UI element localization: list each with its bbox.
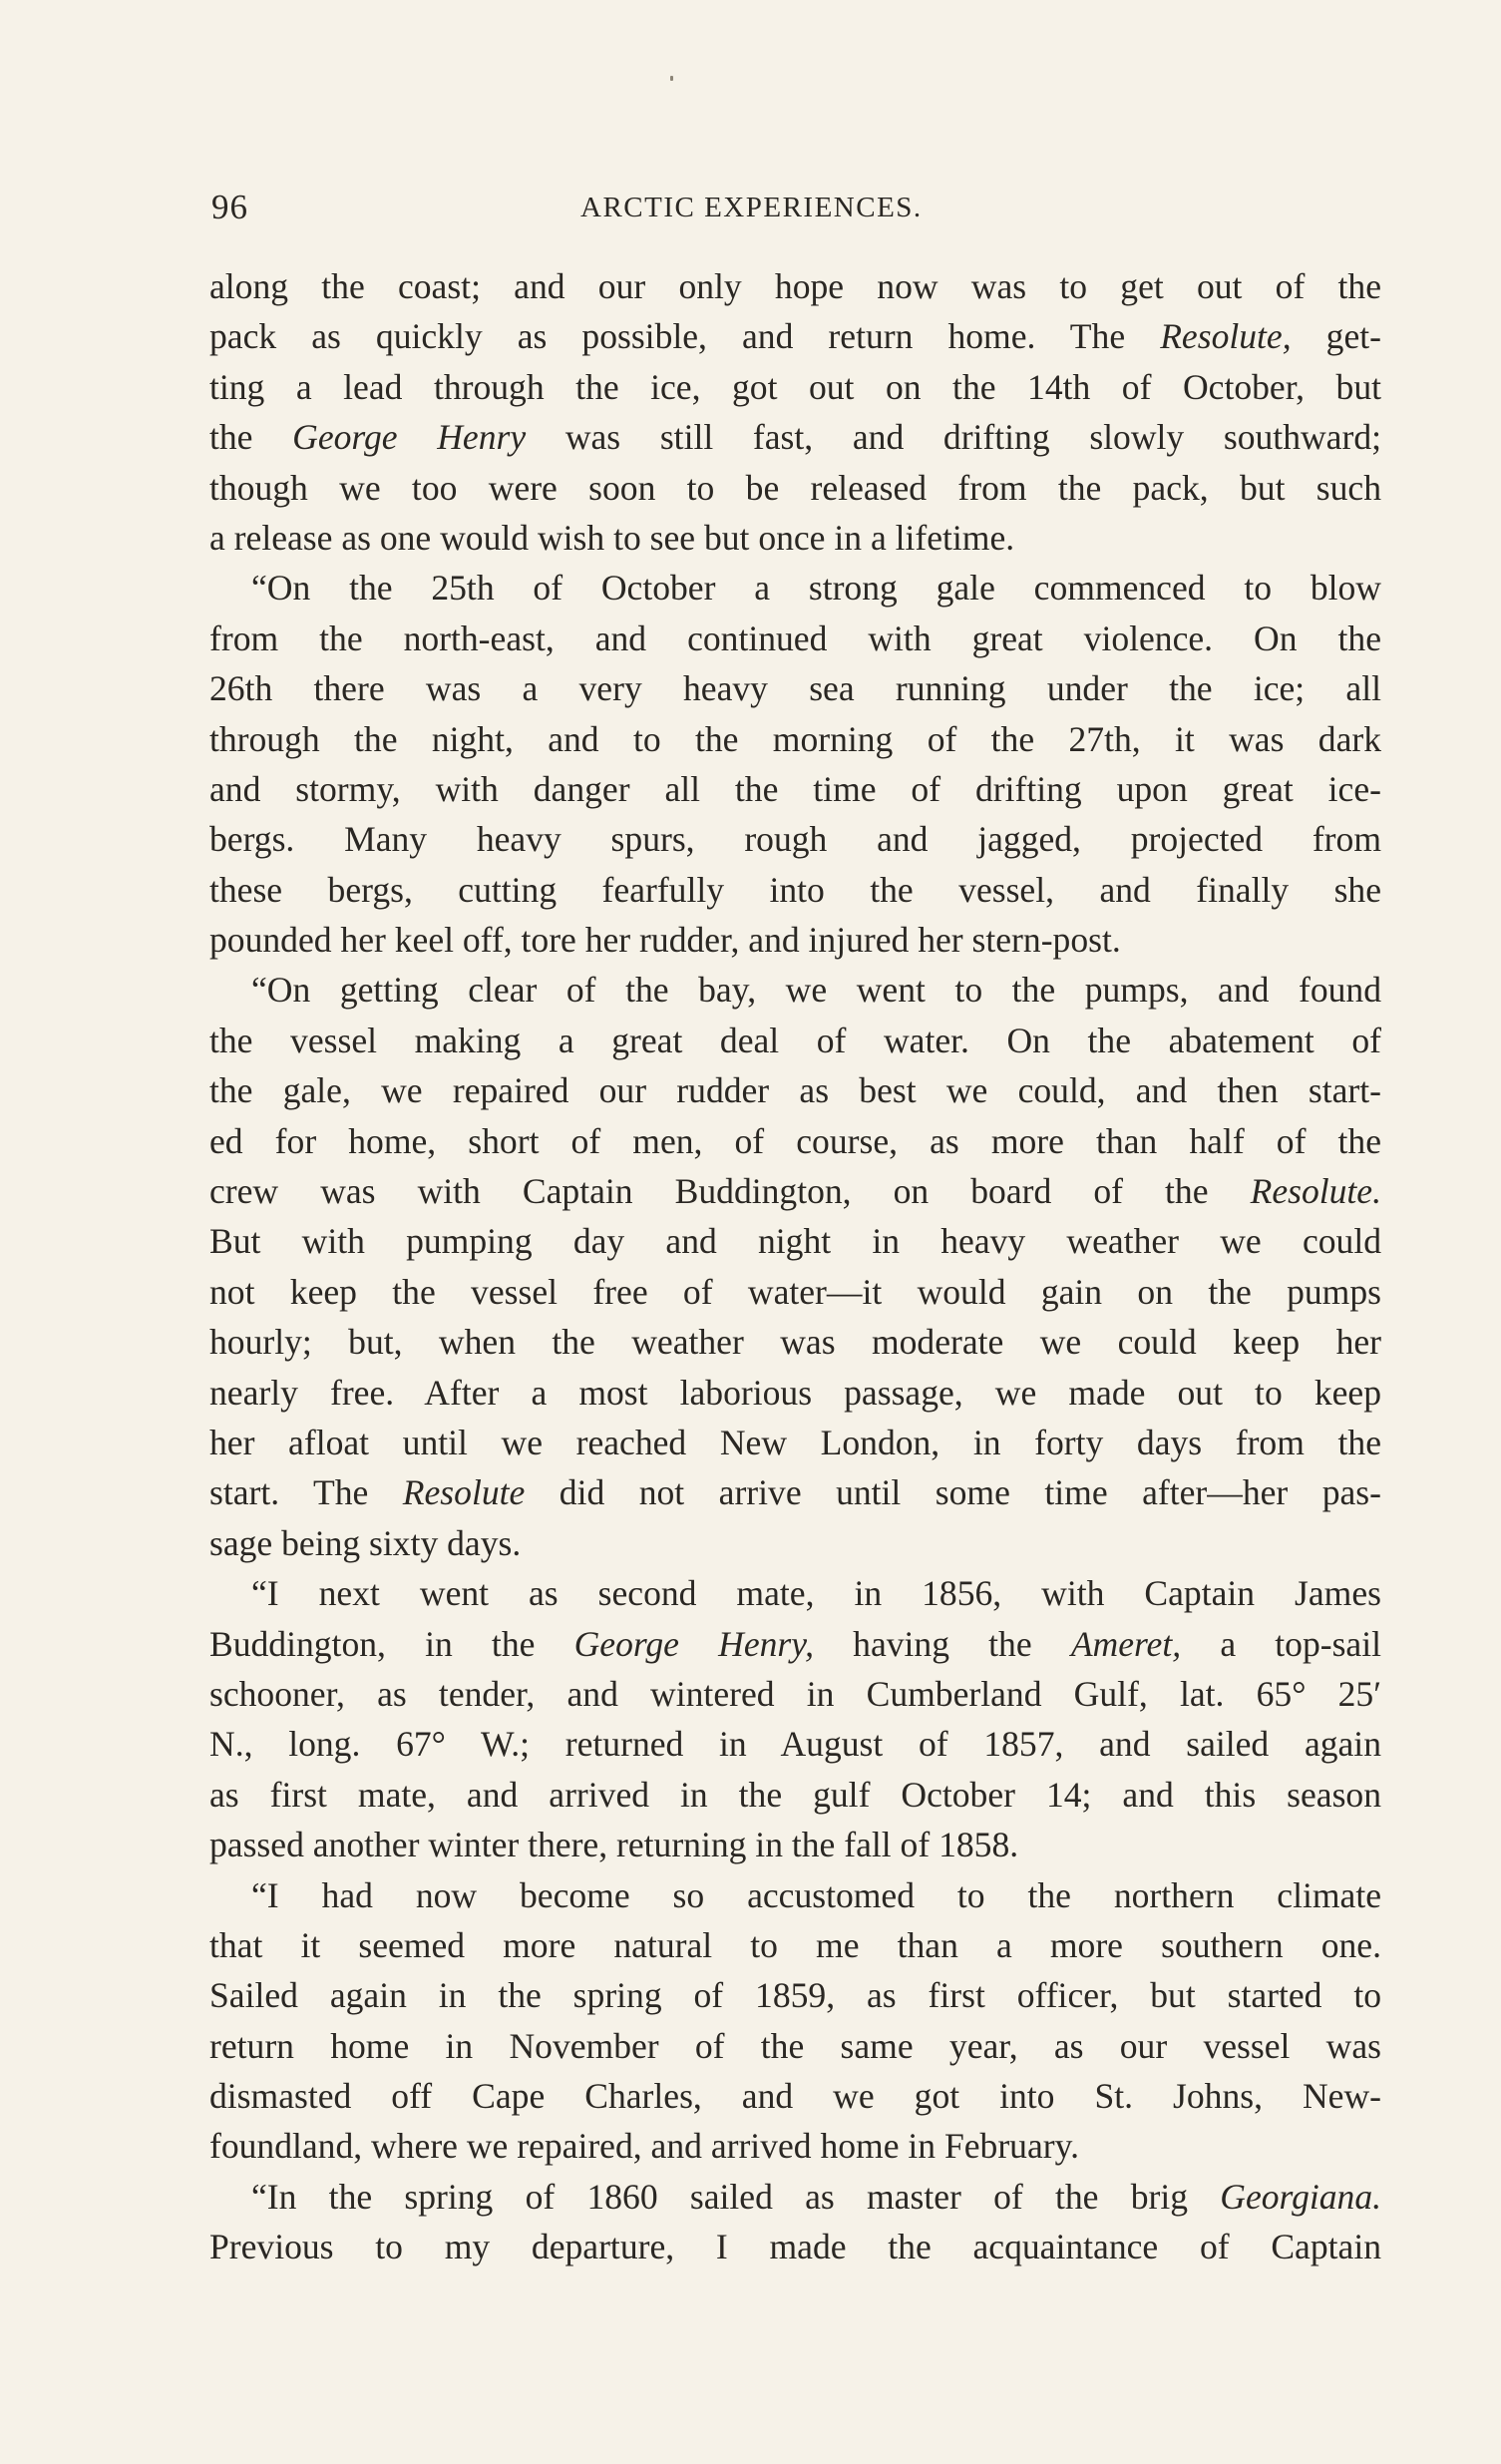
- text-line: as first mate, and arrived in the gulf October 14; and this season: [209, 1774, 1381, 1815]
- text-line: a release as one would wish to see but once in a lifetime.: [209, 517, 1015, 558]
- text-line: Previous to my departure, I made the acquaintance of Captain: [209, 2227, 1381, 2267]
- text-line: But with pumping day and night in heavy weather we could: [209, 1221, 1381, 1262]
- text-line: Buddington, in the George Henry, having the Ameret, a top-sail: [209, 1623, 1381, 1664]
- italic-title: Resolute.: [1250, 1171, 1381, 1212]
- text-line: “On the 25th of October a strong gale commenced to blow: [251, 568, 1381, 609]
- text-line: ed for home, short of men, of course, as more than half of the: [209, 1120, 1381, 1161]
- text-line: and stormy, with danger all the time of drifting upon great ice-: [209, 768, 1381, 809]
- text-line: these bergs, cutting fearfully into the vessel, and finally she: [209, 869, 1381, 910]
- text-line: bergs. Many heavy spurs, rough and jagged, projected from: [209, 819, 1381, 860]
- text-line: not keep the vessel free of water—it would gain on the pumps: [209, 1271, 1381, 1312]
- text-line: passed another winter there, returning in the fall of 1858.: [209, 1825, 1019, 1865]
- text-line: “I had now become so accustomed to the northern climate: [251, 1874, 1381, 1915]
- italic-title: George Henry: [292, 417, 527, 458]
- text-line: the vessel making a great deal of water. On the abatement of: [209, 1020, 1381, 1060]
- text-line: pack as quickly as possible, and return home. The Resolute, get-: [209, 316, 1381, 357]
- text-line: her afloat until we reached New London, in forty days from the: [209, 1422, 1381, 1462]
- text-line: pounded her keel off, tore her rudder, and injured her stern-post.: [209, 920, 1121, 961]
- text-line: 26th there was a very heavy sea running under the ice; all: [209, 668, 1381, 709]
- text-line: dismasted off Cape Charles, and we got into St. Johns, New-: [209, 2076, 1381, 2117]
- text-line: that it seemed more natural to me than a more southern one.: [209, 1924, 1381, 1965]
- text-line: “I next went as second mate, in 1856, with Captain James: [251, 1573, 1381, 1614]
- italic-title: Resolute: [402, 1472, 526, 1513]
- text-line: return home in November of the same year, as our vessel was: [209, 2025, 1381, 2066]
- text-line: N., long. 67° W.; returned in August of 1857, and sailed again: [209, 1724, 1381, 1765]
- body-text: [209, 261, 1381, 2272]
- italic-title: Resolute,: [1160, 316, 1292, 357]
- text-line: through the night, and to the morning of the 27th, it was dark: [209, 718, 1381, 759]
- page-number: 96: [211, 188, 248, 226]
- text-line: “In the spring of 1860 sailed as master of the brig Georgiana.: [251, 2176, 1381, 2217]
- text-line: along the coast; and our only hope now was to get out of the: [209, 266, 1381, 306]
- text-line: the gale, we repaired our rudder as best we could, and then start-: [209, 1070, 1381, 1111]
- running-title: ARCTIC EXPERIENCES.: [580, 192, 923, 223]
- text-line: ting a lead through the ice, got out on the 14th of October, but: [209, 366, 1381, 407]
- text-line: the George Henry was still fast, and drifting slowly southward;: [209, 417, 1381, 458]
- text-line: from the north-east, and continued with great violence. On the: [209, 617, 1381, 658]
- running-head: [211, 188, 1378, 231]
- text-line: “On getting clear of the bay, we went to the pumps, and found: [251, 970, 1381, 1011]
- italic-title: George Henry,: [573, 1623, 814, 1664]
- text-line: crew was with Captain Buddington, on board of the Resolute.: [209, 1171, 1381, 1212]
- text-line: nearly free. After a most laborious passage, we made out to keep: [209, 1372, 1381, 1413]
- text-line: Sailed again in the spring of 1859, as first officer, but started to: [209, 1975, 1381, 2016]
- text-line: foundland, where we repaired, and arrived home in February.: [209, 2126, 1079, 2167]
- paper-speck: [670, 76, 673, 81]
- text-line: hourly; but, when the weather was moderate we could keep her: [209, 1322, 1381, 1363]
- text-line: though we too were soon to be released from the pack, but such: [209, 467, 1381, 508]
- text-line: start. The Resolute did not arrive until some time after—her pas-: [209, 1472, 1381, 1513]
- text-line: schooner, as tender, and wintered in Cumberland Gulf, lat. 65° 25′: [209, 1673, 1381, 1714]
- text-line: sage being sixty days.: [209, 1522, 522, 1563]
- italic-title: Georgiana.: [1220, 2176, 1381, 2217]
- italic-title: Ameret,: [1070, 1623, 1182, 1664]
